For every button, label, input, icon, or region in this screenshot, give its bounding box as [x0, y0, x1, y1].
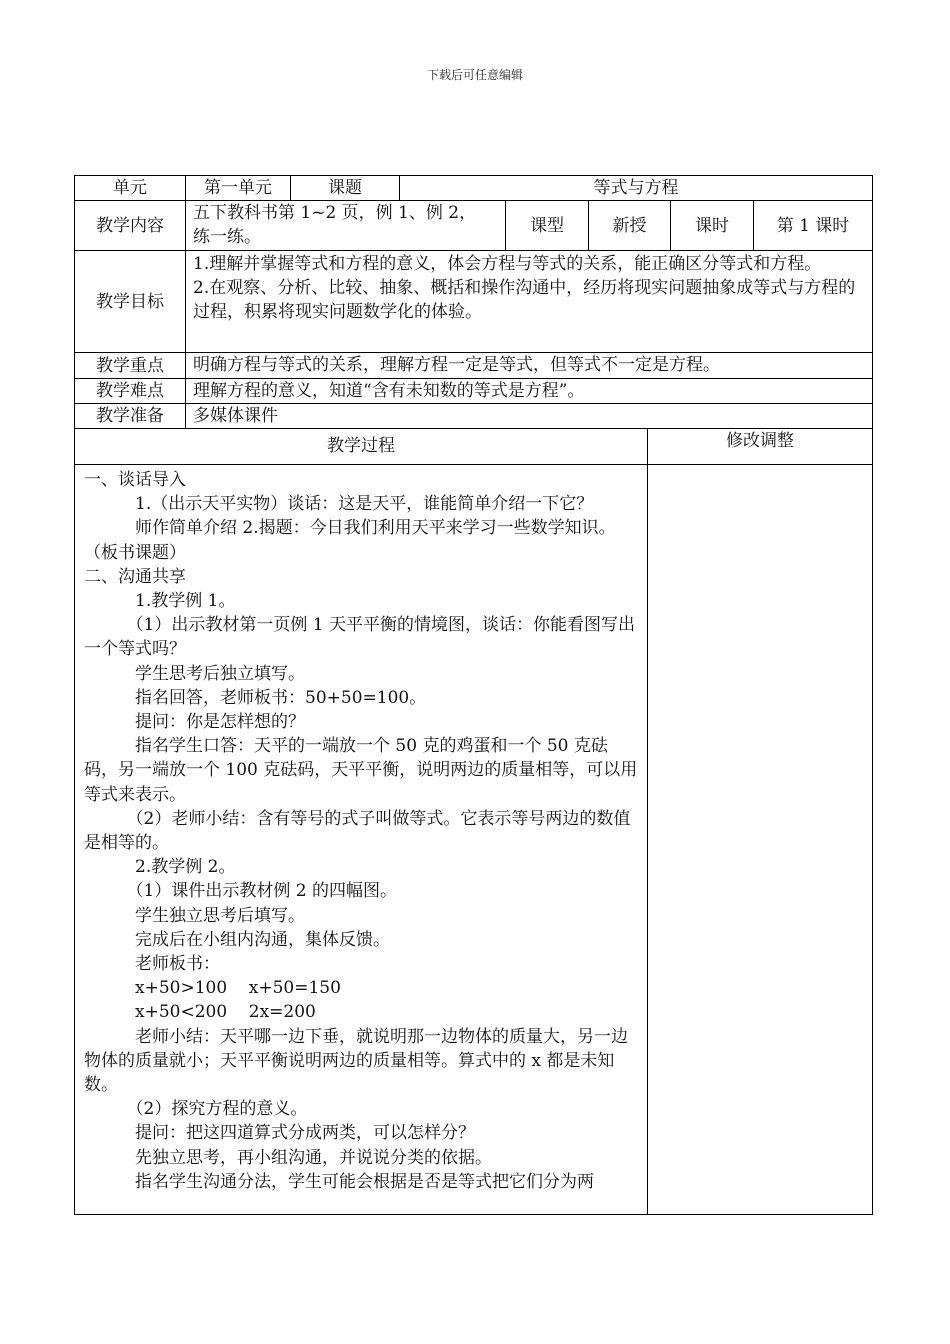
process-body — [76, 468, 646, 1212]
process-line: 学生独立思考后填写。 — [135, 905, 305, 926]
process-line: （2）探究方程的意义。 — [126, 1099, 308, 1120]
process-line: （1）出示教材第一页例 1 天平平衡的情境图，谈话：你能看图写出一个等式吗？ — [84, 615, 635, 660]
process-line: 指名学生口答：天平的一端放一个 50 克的鸡蛋和一个 50 克砝码，另一端放一个 100 克砝码，天平平衡，说明两边的质量相等，可以用等式来表示。 — [84, 736, 638, 805]
goals-value — [186, 252, 872, 352]
type-label: 课型 — [530, 215, 564, 236]
process-line: 二、沟通共享 — [84, 566, 186, 587]
period-label: 课时 — [695, 215, 729, 236]
process-line: 提问：把这四道算式分成两类，可以怎样分？ — [135, 1123, 475, 1144]
unit-value: 第一单元 — [204, 178, 272, 198]
process-line: 指名学生沟通分法，学生可能会根据是否是等式把它们分为两 — [135, 1171, 594, 1192]
process-line: 老师板书： — [135, 954, 220, 975]
content-value: 五下教科书第 1~2 页，例 1、例 2，练一练。 — [193, 203, 477, 247]
unit-label: 单元 — [113, 178, 147, 198]
process-line: 完成后在小组内沟通，集体反馈。 — [135, 929, 390, 950]
revision-body — [648, 465, 872, 1214]
process-line: （2）老师小结：含有等号的式子叫做等式。它表示等号两边的数值是相等的。 — [84, 808, 631, 854]
process-header: 教学过程 — [327, 436, 395, 456]
process-line: x+50<200 2x=200 — [135, 1002, 316, 1023]
goal-1: 1.理解并掌握等式和方程的意义，体会方程与等式的关系，能正确区分等式和方程。 — [193, 254, 822, 274]
header-note: 下载后可任意编辑 — [426, 68, 523, 82]
difficulty-value: 理解方程的意义，知道“含有未知数的等式是方程”。 — [193, 381, 585, 401]
process-line: 1.（出示天平实物）谈话：这是天平，谁能简单介绍一下它？ — [135, 494, 594, 515]
process-line: 师作简单介绍 2.揭题：今日我们利用天平来学习一些数学知识。（板书课题） — [84, 518, 616, 563]
goal-2: 2.在观察、分析、比较、抽象、概括和操作沟通中，经历将现实问题抽象成等式与方程的过程，积累将现实问题数学化的体验。 — [193, 278, 856, 322]
period-value: 第 1 课时 — [776, 215, 850, 236]
topic-value: 等式与方程 — [593, 178, 679, 198]
prep-value: 多媒体课件 — [193, 406, 278, 426]
process-line: 学生思考后独立填写。 — [135, 663, 305, 684]
process-line: 先独立思考，再小组沟通，并说说分类的依据。 — [135, 1147, 492, 1168]
difficulty-label: 教学难点 — [96, 381, 164, 401]
content-label: 教学内容 — [96, 215, 164, 236]
type-value: 新授 — [612, 215, 647, 236]
key-label: 教学重点 — [96, 355, 164, 376]
process-line: x+50>100 x+50=150 — [135, 978, 341, 999]
process-line: 2.教学例 2。 — [135, 857, 236, 878]
process-line: 提问：你是怎样想的？ — [135, 712, 305, 733]
key-value: 明确方程与等式的关系，理解方程一定是等式，但等式不一定是方程。 — [193, 355, 720, 375]
goals-label: 教学目标 — [96, 291, 164, 312]
prep-label: 教学准备 — [96, 406, 164, 426]
process-line: 一、谈话导入 — [84, 470, 186, 490]
process-line: （1）课件出示教材例 2 的四幅图。 — [126, 881, 397, 902]
revision-header: 修改调整 — [726, 431, 794, 451]
process-line: 老师小结：天平哪一边下垂，就说明那一边物体的质量大，另一边物体的质量就小；天平平衡说明两边的质量相等。算式中的 x 都是未知数。 — [84, 1026, 628, 1096]
topic-label: 课题 — [328, 178, 362, 198]
process-line: 1.教学例 1。 — [135, 591, 236, 612]
process-line: 指名回答，老师板书：50+50=100。 — [135, 687, 427, 708]
